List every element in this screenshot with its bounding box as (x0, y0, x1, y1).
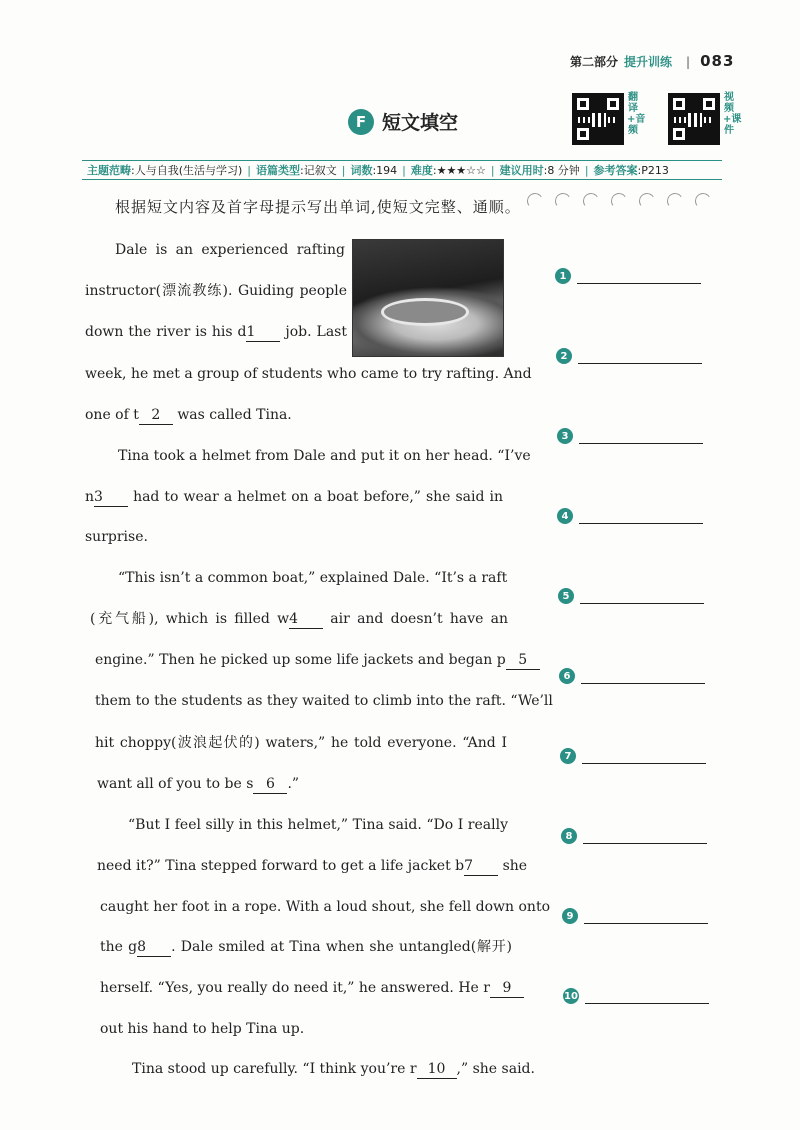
line-text: week, he met a group of students who came to try rafting. And (85, 366, 532, 382)
passage-line (85, 527, 148, 547)
line-text: caught her foot in a rope. With a loud shout, she fell down onto (100, 899, 550, 915)
line-text: job. Last (280, 324, 347, 340)
answer-row (557, 508, 703, 524)
info-item (345, 162, 402, 178)
passage-line (97, 774, 299, 794)
line-text: “This isn’t a common boat,” explained Dale. “It’s a raft (118, 570, 508, 586)
line-text: the g (100, 939, 138, 955)
raft-shape (381, 298, 469, 326)
info-item (495, 162, 585, 178)
passage-line (100, 978, 524, 998)
line-text: need it?” Tina stepped forward to get a life jacket b (97, 858, 465, 874)
passage-line (128, 815, 508, 835)
answer-row (557, 428, 703, 444)
blank-2: 2 (139, 407, 173, 425)
answer-row (561, 828, 707, 844)
answer-line-4[interactable] (579, 509, 703, 524)
info-value: :P213 (637, 164, 669, 177)
instruction: 根据短文内容及首字母提示写出单词,使短文完整、通顺。 (115, 198, 521, 216)
title-text: 短文填空 (382, 112, 459, 134)
part-label: 第二部分 (570, 55, 619, 69)
qr-label-video: 视频+课件 (723, 92, 742, 136)
line-text: was called Tina. (172, 407, 292, 423)
blank-3: 3 (94, 489, 128, 507)
line-text: “But I feel silly in this helmet,” Tina said. “Do I really (128, 817, 508, 833)
passage-line (100, 937, 512, 957)
answer-number-badge: 4 (557, 508, 573, 524)
info-label: 参考答案 (593, 164, 638, 177)
blank-1: 1 (246, 324, 280, 342)
line-text: one of t (85, 407, 139, 423)
line-text: want all of you to be s (97, 776, 254, 792)
answer-row (558, 588, 704, 604)
line-text: Dale is an experienced rafting (115, 242, 345, 258)
answer-line-10[interactable] (585, 989, 709, 1004)
blank-6: 6 (253, 776, 287, 794)
section-label: 提升训练 (624, 55, 673, 69)
passage-line (100, 1019, 304, 1039)
info-label: 语篇类型 (256, 164, 301, 177)
answer-row (559, 668, 705, 684)
info-value: :8 分钟 (543, 164, 580, 177)
rafting-photo (352, 239, 504, 357)
exercise-title (348, 108, 458, 135)
answer-number-badge: 9 (562, 908, 578, 924)
answer-number-badge: 5 (558, 588, 574, 604)
blank-7: 7 (464, 858, 498, 876)
answer-line-8[interactable] (583, 829, 707, 844)
line-text: them to the students as they waited to climb into the raft. “We’ll (95, 693, 553, 709)
qr-code-video[interactable] (668, 93, 720, 145)
answer-number-badge: 10 (563, 988, 579, 1004)
info-item (406, 162, 491, 178)
passage-line (97, 856, 528, 876)
passage-line (132, 1059, 535, 1079)
line-text: ,” she said. (456, 1061, 535, 1077)
info-value: :194 (372, 164, 398, 177)
answer-number-badge: 1 (555, 268, 571, 284)
blank-4: 4 (289, 611, 323, 629)
info-label: 难度 (410, 164, 433, 177)
answer-line-5[interactable] (580, 589, 704, 604)
page-number: 083 (700, 52, 735, 70)
answer-number-badge: 2 (556, 348, 572, 364)
answer-row (555, 268, 701, 284)
line-text: air and doesn’t have an (323, 611, 509, 627)
line-text: n (85, 489, 95, 505)
passage-line (85, 487, 503, 507)
blank-10: 10 (417, 1061, 457, 1079)
info-item (82, 162, 247, 178)
line-text: engine.” Then he picked up some life jackets and began p (95, 652, 506, 668)
qr-label-translation: 翻译+音频 (627, 92, 646, 136)
answer-line-2[interactable] (578, 349, 702, 364)
answer-number-badge: 6 (559, 668, 575, 684)
answer-line-1[interactable] (577, 269, 701, 284)
qr-code-translation[interactable] (572, 93, 624, 145)
info-value: :人与自我(生活与学习) (131, 164, 243, 177)
line-text: down the river is his d (85, 324, 247, 340)
blank-9: 9 (490, 980, 524, 998)
blank-5: 5 (506, 652, 540, 670)
line-text: hit choppy(波浪起伏的) waters,” he told everyone. “And I (95, 735, 507, 751)
line-text: surprise. (85, 529, 148, 545)
info-value: :记叙文 (300, 164, 337, 177)
answer-number-badge: 8 (561, 828, 577, 844)
info-label: 建议用时 (499, 164, 544, 177)
line-text: . Dale smiled at Tina when she untangled(解开) (171, 939, 513, 955)
line-text: Tina stood up carefully. “I think you’re r (132, 1061, 417, 1077)
answer-number-badge: 3 (557, 428, 573, 444)
passage-line (90, 609, 508, 629)
line-text: Tina took a helmet from Dale and put it on her head. “I’ve (118, 448, 531, 464)
passage-line (85, 364, 532, 384)
answer-row (562, 908, 708, 924)
info-value: :★★★☆☆ (432, 164, 486, 177)
passage-line (100, 897, 550, 917)
answer-row (556, 348, 702, 364)
line-text: instructor(漂流教练). Guiding people (85, 283, 347, 299)
answer-line-6[interactable] (581, 669, 705, 684)
info-label: 主题范畴 (87, 164, 131, 177)
line-text: out his hand to help Tina up. (100, 1021, 305, 1037)
passage-line (85, 322, 347, 342)
decorative-arcs (527, 193, 711, 209)
passage-line (115, 240, 345, 260)
info-label: 词数 (350, 164, 373, 177)
answer-row (560, 748, 706, 764)
line-text: .” (287, 776, 300, 792)
passage-line (85, 281, 347, 301)
answer-line-9[interactable] (584, 909, 708, 924)
answer-line-3[interactable] (579, 429, 703, 444)
info-item (589, 162, 674, 178)
line-text: (充气船), which is filled w (90, 611, 290, 627)
line-text: she (498, 858, 528, 874)
info-item (251, 162, 342, 178)
passage-line (95, 733, 507, 753)
section-badge: F (348, 109, 374, 135)
page-header: 第二部分 提升训练 | 083 (570, 52, 735, 70)
answer-line-7[interactable] (582, 749, 706, 764)
passage-line (85, 405, 292, 425)
passage-line (95, 691, 553, 711)
passage-line (118, 568, 508, 588)
passage-line (118, 446, 531, 466)
answer-row (563, 988, 709, 1004)
passage-line (95, 650, 540, 670)
blank-8: 8 (137, 939, 171, 957)
info-bar: 主题范畴:人与自我(生活与学习) | 语篇类型:记叙文 | 词数:194 | 难度:★★★☆☆ | 建议用时:8 分钟 | 参考答案:P213 (82, 160, 722, 180)
answer-number-badge: 7 (560, 748, 576, 764)
line-text: herself. “Yes, you really do need it,” he answered. He r (100, 980, 490, 996)
line-text: had to wear a helmet on a boat before,” she said in (128, 489, 503, 505)
